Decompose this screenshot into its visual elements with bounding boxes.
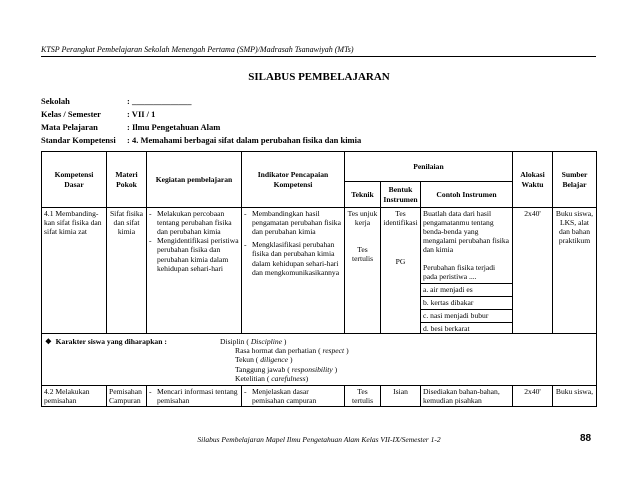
- list-item: Rasa hormat dan perhatian ( respect ): [235, 346, 349, 356]
- row1-indikator: [242, 208, 345, 334]
- option-b: b. kertas dibakar: [421, 296, 512, 307]
- header-kegiatan: Kegiatan pembelajaran: [147, 152, 242, 208]
- header-sumber-belajar: Sumber Belajar: [553, 152, 597, 208]
- header-teknik: Teknik: [345, 182, 381, 208]
- karakter-list: [220, 337, 349, 383]
- row2-kd: 4.2 Melakukan pemisahan: [42, 385, 107, 406]
- page-footer: Silabus Pembelajaran Mapel Ilmu Pengetahuan Alam Kelas VII-IX/Semester 1-2: [197, 435, 441, 444]
- row2-indikator: - Menjelaskan dasar pemisahan campuran: [242, 385, 345, 406]
- row1-teknik: Tes unjuk kerja Tes tertulis: [345, 208, 381, 334]
- info-standar-kompetensi: [41, 135, 361, 145]
- list-item: Tanggung jawab ( responsibility ): [235, 364, 338, 374]
- header-materi-pokok: Materi Pokok: [107, 152, 147, 208]
- page-title: SILABUS PEMBELAJARAN: [248, 71, 390, 83]
- option-c: c. nasi menjadi bubur: [421, 309, 512, 320]
- info-sekolah: [41, 96, 191, 106]
- header-indikator: Indikator Pencapaian Kompetensi: [242, 152, 345, 208]
- kelas-label: Kelas / Semester: [41, 109, 101, 119]
- mapel-value: : Ilmu Pengetahuan Alam: [127, 122, 221, 132]
- header-alokasi-waktu: Alokasi Waktu: [513, 152, 553, 208]
- row2-bentuk: Isian: [381, 385, 421, 406]
- option-a: a. air menjadi es: [421, 283, 512, 294]
- list-item: - Mengidentifikasi peristiwa perubahan fisika dan perubahan kimia dalam kehidupan sehari-hari: [149, 236, 239, 273]
- row2-materi: Pemisahan Campuran: [107, 385, 147, 406]
- list-item: - Membandingkan hasil pengamatan perubahan fisika dan perubahan kimia: [244, 209, 341, 237]
- row1-contoh: Buatlah data dari hasil pengamatanmu tentang benda-benda yang mengalami perubahan fisika dan kimia Perubahan fisika terjadi pada peristiwa .... a. air menjadi es b. kertas dibakar c. nasi menjadi bubur d. besi berkarat: [421, 208, 513, 334]
- header-penilaian: Penilaian: [345, 152, 513, 182]
- mapel-label: Mata Pelajaran: [41, 122, 98, 132]
- row2-kegiatan: - Mencari informasi tentang pemisahan: [147, 385, 242, 406]
- row1-bentuk: Tes identifikasi PG: [381, 208, 421, 334]
- sekolah-value: : ______________: [127, 96, 192, 106]
- page-number: 88: [580, 433, 592, 444]
- syllabus-table: [41, 151, 597, 407]
- diamond-check-icon: ❖: [45, 337, 52, 347]
- row2-alokasi: 2x40': [513, 385, 553, 406]
- sekolah-label: Sekolah: [41, 96, 70, 106]
- row1-kd: 4.1 Membanding-kan sifat fisika dan sifat kimia zat: [42, 208, 107, 334]
- row2-contoh: Disediakan bahan-bahan, kemudian pisahkan: [421, 385, 513, 406]
- list-item: - Mengklasifikasi perubahan fisika dan perubahan kimia dalam kehidupan sehari-hari dan mengkomunikasikannya: [244, 240, 340, 277]
- karakter-cell: [42, 334, 597, 386]
- table-row: [42, 208, 597, 334]
- list-item: Tekun ( diligence ): [235, 355, 293, 365]
- karakter-label: ❖ Karakter siswa yang diharapkan :: [45, 337, 167, 347]
- karakter-row: [42, 334, 597, 386]
- header-kompetensi-dasar: Kompetensi Dasar: [42, 152, 107, 208]
- row1-kegiatan: [147, 208, 242, 334]
- running-header: KTSP Perangkat Pembelajaran Sekolah Menengah Pertama (SMP)/Madrasah Tsanawiyah (MTs): [41, 45, 354, 54]
- list-item: Disiplin ( Discipline ): [220, 337, 287, 347]
- row1-alokasi: 2x40': [513, 208, 553, 334]
- info-kelas: [41, 109, 155, 119]
- row2-teknik: Tes tertulis: [345, 385, 381, 406]
- header-rule: [41, 56, 596, 57]
- info-mapel: [41, 122, 220, 132]
- sk-label: Standar Kompetensi: [41, 135, 116, 145]
- row2-sumber: Buku siswa,: [553, 385, 597, 406]
- table-row: [42, 385, 597, 406]
- list-item: Ketelitian ( carefulness): [235, 373, 309, 383]
- kelas-value: : VII / 1: [127, 109, 156, 119]
- row1-materi: Sifat fisika dan sifat kimia: [107, 208, 147, 334]
- sk-value: : 4. Memahami berbagai sifat dalam perubahan fisika dan kimia: [127, 135, 362, 145]
- row1-sumber: Buku siswa, LKS, alat dan bahan praktikum: [553, 208, 597, 334]
- header-bentuk-instrumen: Bentuk Instrumen: [381, 182, 421, 208]
- header-contoh-instrumen: Contoh Instrumen: [421, 182, 513, 208]
- option-d: d. besi berkarat: [421, 322, 512, 333]
- list-item: - Melakukan percobaan tentang perubahan fisika dan perubahan kimia: [149, 209, 232, 237]
